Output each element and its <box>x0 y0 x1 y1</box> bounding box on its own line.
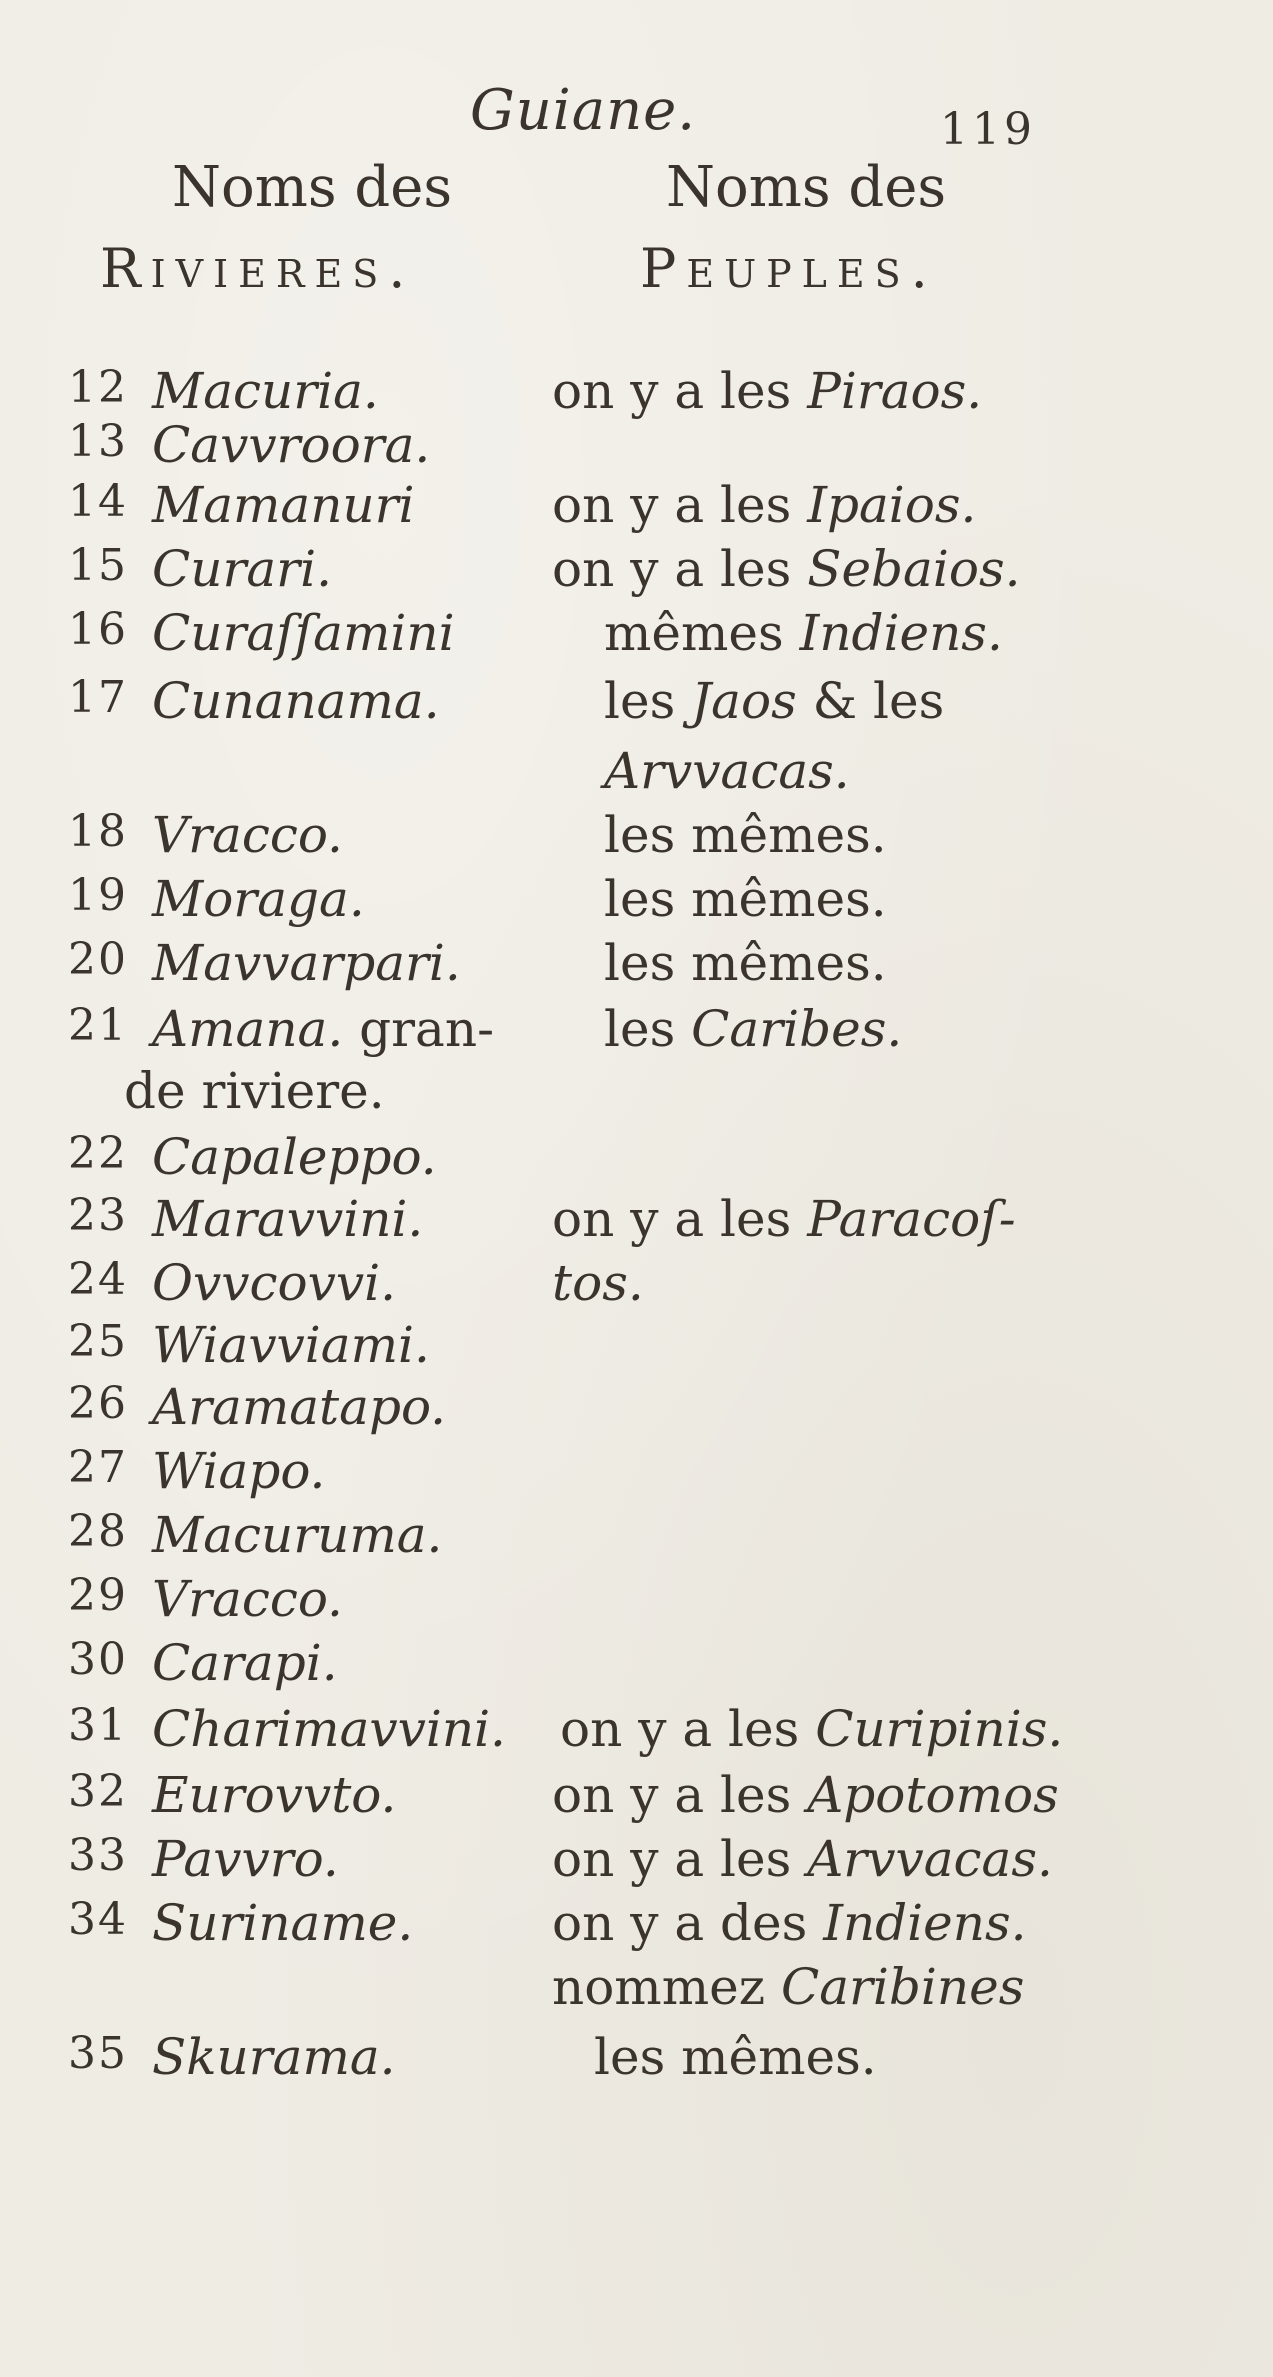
people-text: les mêmes. <box>604 806 887 864</box>
river-number: 29 <box>68 1570 128 1621</box>
river-name: Mamanuri <box>152 476 415 534</box>
river-name-text: Amana. <box>152 1000 344 1058</box>
people-entry <box>560 1700 1063 1758</box>
table-row <box>0 870 1273 942</box>
river-name: Cunanama. <box>152 672 440 730</box>
people-entry <box>552 1894 1027 1952</box>
people-entry <box>552 540 1021 598</box>
table-row <box>0 1506 1273 1578</box>
river-number: 33 <box>68 1830 128 1881</box>
river-number: 15 <box>68 540 128 591</box>
people-entry <box>552 476 976 534</box>
table-row <box>0 2028 1273 2100</box>
table-row <box>0 806 1273 878</box>
people-text: on y a les <box>560 1700 816 1758</box>
people-text: on y a les <box>552 1190 808 1248</box>
table-row <box>0 1062 1273 1134</box>
people-name: Caribes. <box>691 1000 903 1058</box>
river-note: gran- <box>343 1000 494 1058</box>
river-name: Aramatapo. <box>152 1378 447 1436</box>
river-name: Eurovvto. <box>152 1766 397 1824</box>
table-row <box>0 1634 1273 1706</box>
table-row <box>0 1766 1273 1838</box>
river-name: Maravvini. <box>152 1190 424 1248</box>
people-name: Arvvacas. <box>604 742 850 800</box>
people-text: on y a les <box>552 540 808 598</box>
people-name: Sebaios. <box>807 540 1021 598</box>
people-name: Apotomos <box>807 1766 1059 1824</box>
table-row <box>0 742 1273 814</box>
river-number: 16 <box>68 604 128 655</box>
river-name: Wiavviami. <box>152 1316 430 1374</box>
people-text: & les <box>796 672 945 730</box>
people-text: on y a les <box>552 476 808 534</box>
column-header-rivers-line2: Rivieres. <box>100 237 416 300</box>
people-name: Arvvacas. <box>807 1830 1053 1888</box>
table-row <box>0 1894 1273 1966</box>
people-name: Ipaios. <box>807 476 977 534</box>
river-number: 22 <box>68 1128 128 1179</box>
river-name: Macuria. <box>152 362 379 420</box>
people-entry <box>604 672 944 730</box>
column-header-peoples <box>640 155 947 300</box>
table-row <box>0 476 1273 548</box>
people-entry <box>604 934 887 992</box>
river-note-continuation: de riviere. <box>124 1062 385 1120</box>
people-name: Indiens. <box>823 1894 1027 1952</box>
river-name: Curari. <box>152 540 332 598</box>
people-entry <box>552 1254 644 1312</box>
river-number: 30 <box>68 1634 128 1685</box>
people-entry <box>552 362 982 420</box>
people-name: Curipinis. <box>815 1700 1064 1758</box>
table-row <box>0 1570 1273 1642</box>
river-number: 32 <box>68 1766 128 1817</box>
river-number: 31 <box>68 1700 128 1751</box>
river-name: Suriname. <box>152 1894 414 1952</box>
river-number: 34 <box>68 1894 128 1945</box>
river-name: Wiapo. <box>152 1442 326 1500</box>
river-number: 26 <box>68 1378 128 1429</box>
people-text: on y a des <box>552 1894 824 1952</box>
column-header-peoples-line1: Noms des <box>666 155 947 220</box>
page-number: 119 <box>940 104 1036 155</box>
river-name: Carapi. <box>152 1634 338 1692</box>
people-text: nommez <box>552 1958 781 2016</box>
river-number: 23 <box>68 1190 128 1241</box>
column-header-peoples-line2: Peuples. <box>640 237 938 300</box>
table-row <box>0 672 1273 744</box>
river-name: Vracco. <box>152 1570 343 1628</box>
table-row <box>0 1830 1273 1902</box>
river-name: Moraga. <box>152 870 365 928</box>
river-name: Pavvro. <box>152 1830 339 1888</box>
people-name: tos. <box>552 1254 644 1312</box>
river-number: 13 <box>68 416 128 467</box>
river-number: 18 <box>68 806 128 857</box>
people-entry <box>552 1830 1053 1888</box>
people-name: Jaos <box>691 672 797 730</box>
river-number: 12 <box>68 362 128 413</box>
people-text: on y a les <box>552 1766 808 1824</box>
people-name: Piraos. <box>807 362 983 420</box>
people-name: Caribines <box>780 1958 1025 2016</box>
river-name: Capaleppo. <box>152 1128 437 1186</box>
river-name: Vracco. <box>152 806 343 864</box>
people-text: les <box>604 1000 692 1058</box>
table-row <box>0 604 1273 676</box>
river-number: 14 <box>68 476 128 527</box>
people-text: on y a les <box>552 1830 808 1888</box>
table-row <box>0 1378 1273 1450</box>
column-header-rivers <box>100 155 453 300</box>
table-row <box>0 1190 1273 1262</box>
people-entry <box>604 806 887 864</box>
table-row <box>0 1442 1273 1514</box>
river-name: Skurama. <box>152 2028 396 2086</box>
river-number: 19 <box>68 870 128 921</box>
river-number: 21 <box>68 1000 128 1051</box>
river-number: 17 <box>68 672 128 723</box>
people-name: Paracoſ- <box>807 1190 1016 1248</box>
river-name <box>152 1000 494 1058</box>
river-name: Macuruma. <box>152 1506 443 1564</box>
river-name: Ovvcovvi. <box>152 1254 396 1312</box>
river-number: 27 <box>68 1442 128 1493</box>
people-entry <box>594 2028 877 2086</box>
river-name: Curaſſamini <box>152 604 455 662</box>
river-number: 24 <box>68 1254 128 1305</box>
people-name: Indiens. <box>799 604 1003 662</box>
table-row <box>0 934 1273 1006</box>
river-name: Cavvroora. <box>152 416 431 474</box>
people-text: les mêmes. <box>604 870 887 928</box>
people-text: mêmes <box>604 604 800 662</box>
table-row <box>0 540 1273 612</box>
running-head: Guiane. <box>470 78 697 143</box>
table-row <box>0 1700 1273 1772</box>
people-text: les <box>604 672 692 730</box>
people-entry <box>604 742 850 800</box>
river-number: 25 <box>68 1316 128 1367</box>
people-entry <box>552 1958 1024 2016</box>
river-number: 35 <box>68 2028 128 2079</box>
people-entry <box>604 870 887 928</box>
river-name: Charimavvini. <box>152 1700 506 1758</box>
people-entry <box>604 1000 902 1058</box>
people-entry <box>552 1190 1016 1248</box>
people-text: les mêmes. <box>604 934 887 992</box>
river-number: 20 <box>68 934 128 985</box>
column-header-rivers-line1: Noms des <box>172 155 453 220</box>
people-entry <box>552 1766 1059 1824</box>
river-name: Mavvarpari. <box>152 934 461 992</box>
table-row <box>0 1958 1273 2030</box>
people-text: on y a les <box>552 362 808 420</box>
river-number: 28 <box>68 1506 128 1557</box>
people-entry <box>604 604 1003 662</box>
people-text: les mêmes. <box>594 2028 877 2086</box>
